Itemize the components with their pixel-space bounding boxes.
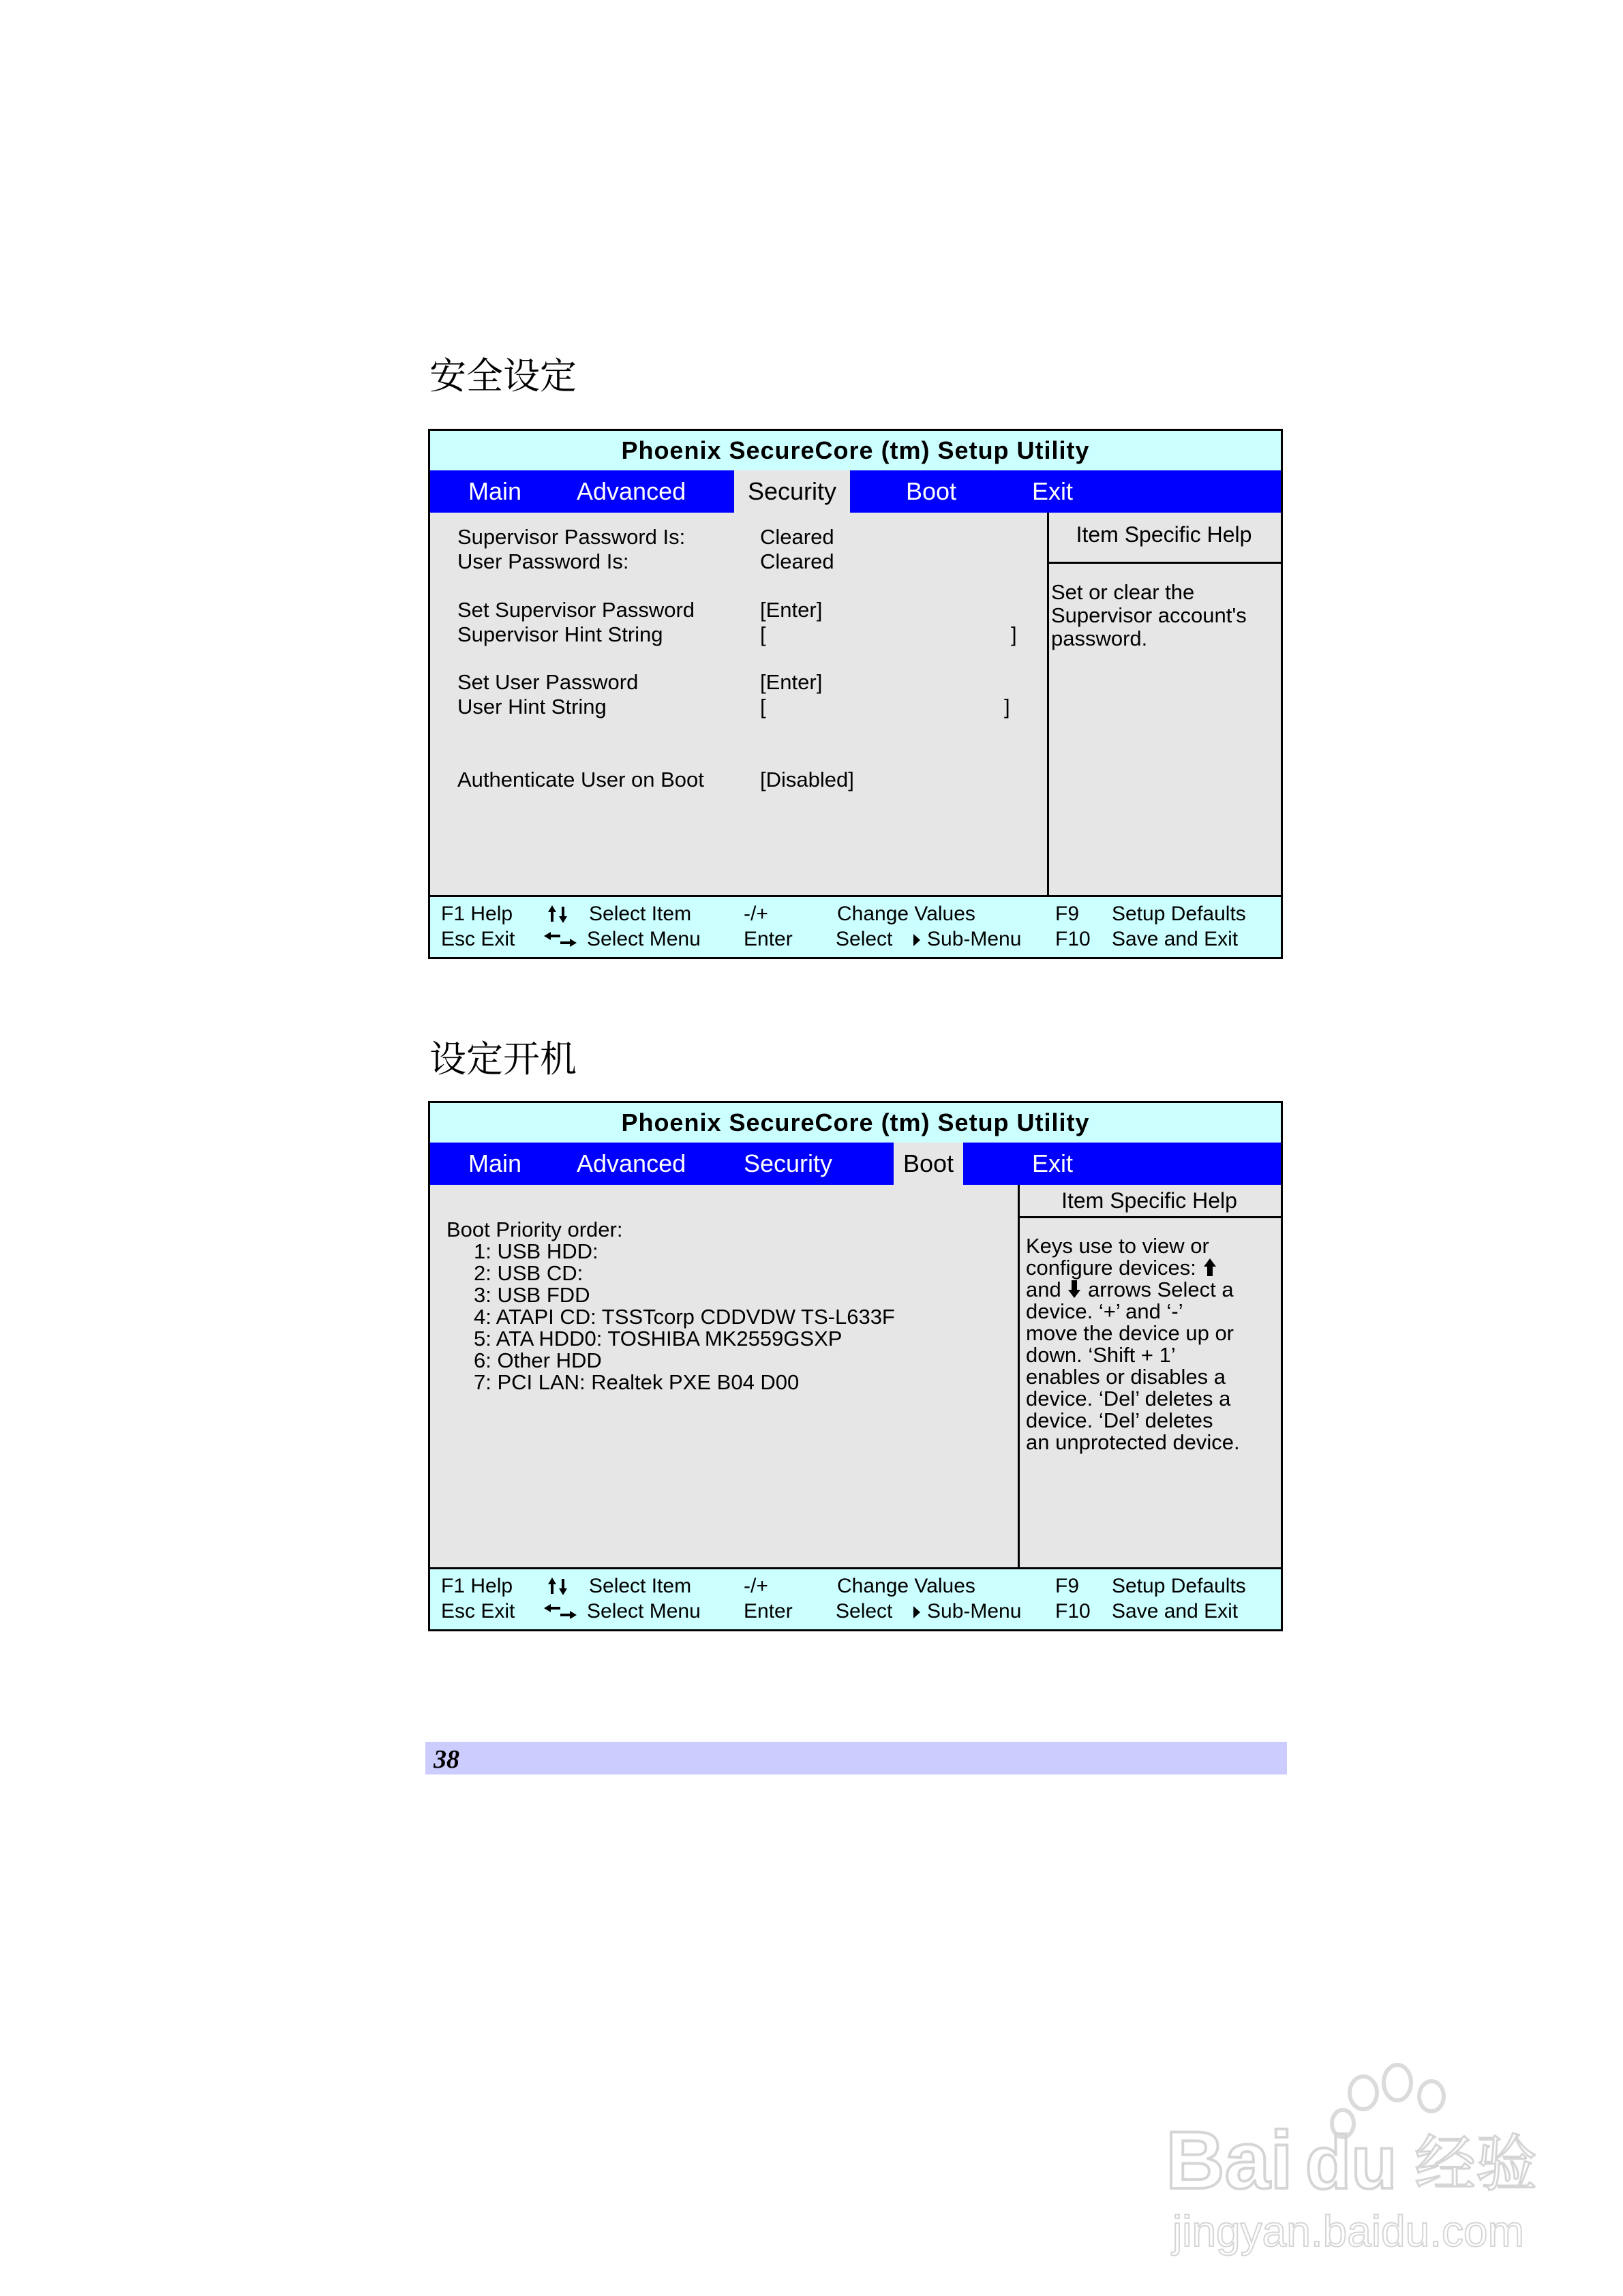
tab-boot[interactable]: Boot <box>906 477 957 505</box>
boot-device-item[interactable]: 3: USB FDD <box>474 1283 590 1307</box>
help-line: Supervisor account's <box>1051 603 1247 627</box>
help-line: enables or disables a <box>1026 1365 1226 1389</box>
help-line: move the device up or <box>1026 1321 1234 1345</box>
svg-text:jingyan.baidu.com: jingyan.baidu.com <box>1172 2207 1524 2256</box>
user-password-status-label: User Password Is: <box>457 549 629 573</box>
supervisor-hint-string-input-open[interactable]: [ <box>760 622 766 646</box>
authenticate-user-on-boot-label: Authenticate User on Boot <box>457 768 704 791</box>
left-right-arrows-icon <box>543 931 578 948</box>
help-panel-title: Item Specific Help <box>1047 513 1281 564</box>
select-label: Select <box>836 1600 893 1622</box>
f9-key: F9 <box>1055 1575 1080 1597</box>
tab-boot[interactable]: Boot <box>894 1143 963 1185</box>
help-text <box>1026 1235 1240 1453</box>
tab-advanced[interactable]: Advanced <box>577 477 686 505</box>
help-panel <box>1047 513 1281 895</box>
help-line: configure devices: <box>1026 1257 1240 1279</box>
save-and-exit-label: Save and Exit <box>1112 1600 1239 1622</box>
f10-key: F10 <box>1055 928 1091 950</box>
right-triangle-icon <box>912 933 922 948</box>
help-line: Set or clear the <box>1051 580 1195 604</box>
f10-key: F10 <box>1055 1600 1091 1622</box>
menu-bar <box>430 470 1281 513</box>
tab-exit[interactable]: Exit <box>1032 477 1074 505</box>
boot-device-item[interactable]: 4: ATAPI CD: TSSTcorp CDDVDW TS-L633F <box>474 1305 895 1329</box>
supervisor-password-status-value: Cleared <box>760 525 834 549</box>
key-legend-footer <box>430 895 1281 957</box>
minus-plus-key: -/+ <box>744 1575 768 1597</box>
boot-device-item[interactable]: 1: USB HDD: <box>474 1239 598 1263</box>
svg-text:du: du <box>1305 2121 1397 2205</box>
help-line: an unprotected device. <box>1026 1430 1240 1454</box>
up-down-arrows-icon <box>546 1576 571 1597</box>
help-panel-title: Item Specific Help <box>1018 1185 1281 1218</box>
boot-device-item[interactable]: 2: USB CD: <box>474 1261 583 1285</box>
esc-key: Esc <box>441 928 476 950</box>
exit-key-label: Exit <box>481 1600 515 1622</box>
supervisor-hint-string-label: Supervisor Hint String <box>457 622 663 646</box>
page-number: 38 <box>434 1745 459 1774</box>
section-title-security: 安全设定 <box>429 354 577 397</box>
user-password-status-value: Cleared <box>760 549 834 573</box>
boot-order-panel <box>430 1185 1020 1567</box>
select-item-label: Select Item <box>589 1575 692 1597</box>
select-menu-label: Select Menu <box>587 928 701 950</box>
help-key-label: Help <box>470 903 513 925</box>
bios-screen-boot <box>428 1101 1283 1631</box>
boot-priority-heading: Boot Priority order: <box>446 1218 623 1241</box>
down-arrow-icon <box>1067 1279 1082 1299</box>
left-right-arrows-icon <box>543 1603 578 1620</box>
exit-key-label: Exit <box>481 928 515 950</box>
help-line: device. ‘+’ and ‘-’ <box>1026 1299 1183 1323</box>
help-line: Keys use to view or <box>1026 1234 1209 1258</box>
minus-plus-key: -/+ <box>744 903 768 925</box>
key-legend-footer <box>430 1567 1281 1629</box>
user-hint-string-label: User Hint String <box>457 695 607 719</box>
save-and-exit-label: Save and Exit <box>1112 928 1239 950</box>
set-supervisor-password-button[interactable]: [Enter] <box>760 598 823 622</box>
tab-security[interactable]: Security <box>744 1149 833 1177</box>
help-line: password. <box>1051 626 1148 650</box>
select-label: Select <box>836 928 893 950</box>
help-line: down. ‘Shift + 1’ <box>1026 1343 1176 1367</box>
bios-title: Phoenix SecureCore (tm) Setup Utility <box>430 1103 1281 1143</box>
sub-menu-label: Sub-Menu <box>927 928 1022 950</box>
settings-panel <box>430 513 1049 895</box>
supervisor-password-status-label: Supervisor Password Is: <box>457 525 686 549</box>
tab-main[interactable]: Main <box>468 1149 522 1177</box>
boot-device-item[interactable]: 6: Other HDD <box>474 1348 602 1372</box>
f9-key: F9 <box>1055 903 1080 925</box>
change-values-label: Change Values <box>837 1575 975 1597</box>
tab-security[interactable]: Security <box>734 470 850 513</box>
baidu-jingyan-watermark-logo <box>1159 2052 1541 2256</box>
help-key-label: Help <box>470 1575 513 1597</box>
up-down-arrows-icon <box>546 904 571 924</box>
svg-text:经验: 经验 <box>1414 2128 1537 2200</box>
right-triangle-icon <box>912 1605 922 1620</box>
sub-menu-label: Sub-Menu <box>927 1600 1022 1622</box>
setup-defaults-label: Setup Defaults <box>1112 903 1246 925</box>
tab-exit[interactable]: Exit <box>1032 1149 1074 1177</box>
authenticate-user-on-boot-value[interactable]: [Disabled] <box>760 768 854 791</box>
f1-key: F1 <box>441 1575 466 1597</box>
help-line: device. ‘Del’ deletes a <box>1026 1387 1231 1410</box>
help-panel <box>1018 1185 1281 1567</box>
set-user-password-label: Set User Password <box>457 670 639 694</box>
menu-bar <box>430 1143 1281 1185</box>
help-line: and arrows Select a <box>1026 1278 1234 1301</box>
section-title-boot: 设定开机 <box>429 1038 577 1081</box>
help-line: device. ‘Del’ deletes <box>1026 1408 1213 1432</box>
tab-main[interactable]: Main <box>468 477 522 505</box>
change-values-label: Change Values <box>837 903 975 925</box>
bios-screen-security <box>428 429 1283 959</box>
set-user-password-button[interactable]: [Enter] <box>760 670 823 694</box>
supervisor-hint-string-input-close: ] <box>1011 622 1017 646</box>
select-menu-label: Select Menu <box>587 1600 701 1622</box>
boot-device-item[interactable]: 7: PCI LAN: Realtek PXE B04 D00 <box>474 1370 800 1394</box>
enter-key: Enter <box>744 928 793 950</box>
tab-advanced[interactable]: Advanced <box>577 1149 686 1177</box>
page-footer-bar <box>425 1742 1287 1774</box>
esc-key: Esc <box>441 1600 476 1622</box>
select-item-label: Select Item <box>589 903 692 925</box>
user-hint-string-input-close: ] <box>1004 695 1010 719</box>
boot-device-item[interactable]: 5: ATA HDD0: TOSHIBA MK2559GSXP <box>474 1327 843 1350</box>
svg-text:Bai: Bai <box>1166 2115 1293 2206</box>
enter-key: Enter <box>744 1600 793 1622</box>
f1-key: F1 <box>441 903 466 925</box>
set-supervisor-password-label: Set Supervisor Password <box>457 598 695 622</box>
user-hint-string-input-open[interactable]: [ <box>760 695 766 719</box>
bios-title: Phoenix SecureCore (tm) Setup Utility <box>430 431 1281 470</box>
setup-defaults-label: Setup Defaults <box>1112 1575 1246 1597</box>
help-text <box>1051 581 1247 650</box>
up-arrow-icon <box>1202 1257 1217 1278</box>
